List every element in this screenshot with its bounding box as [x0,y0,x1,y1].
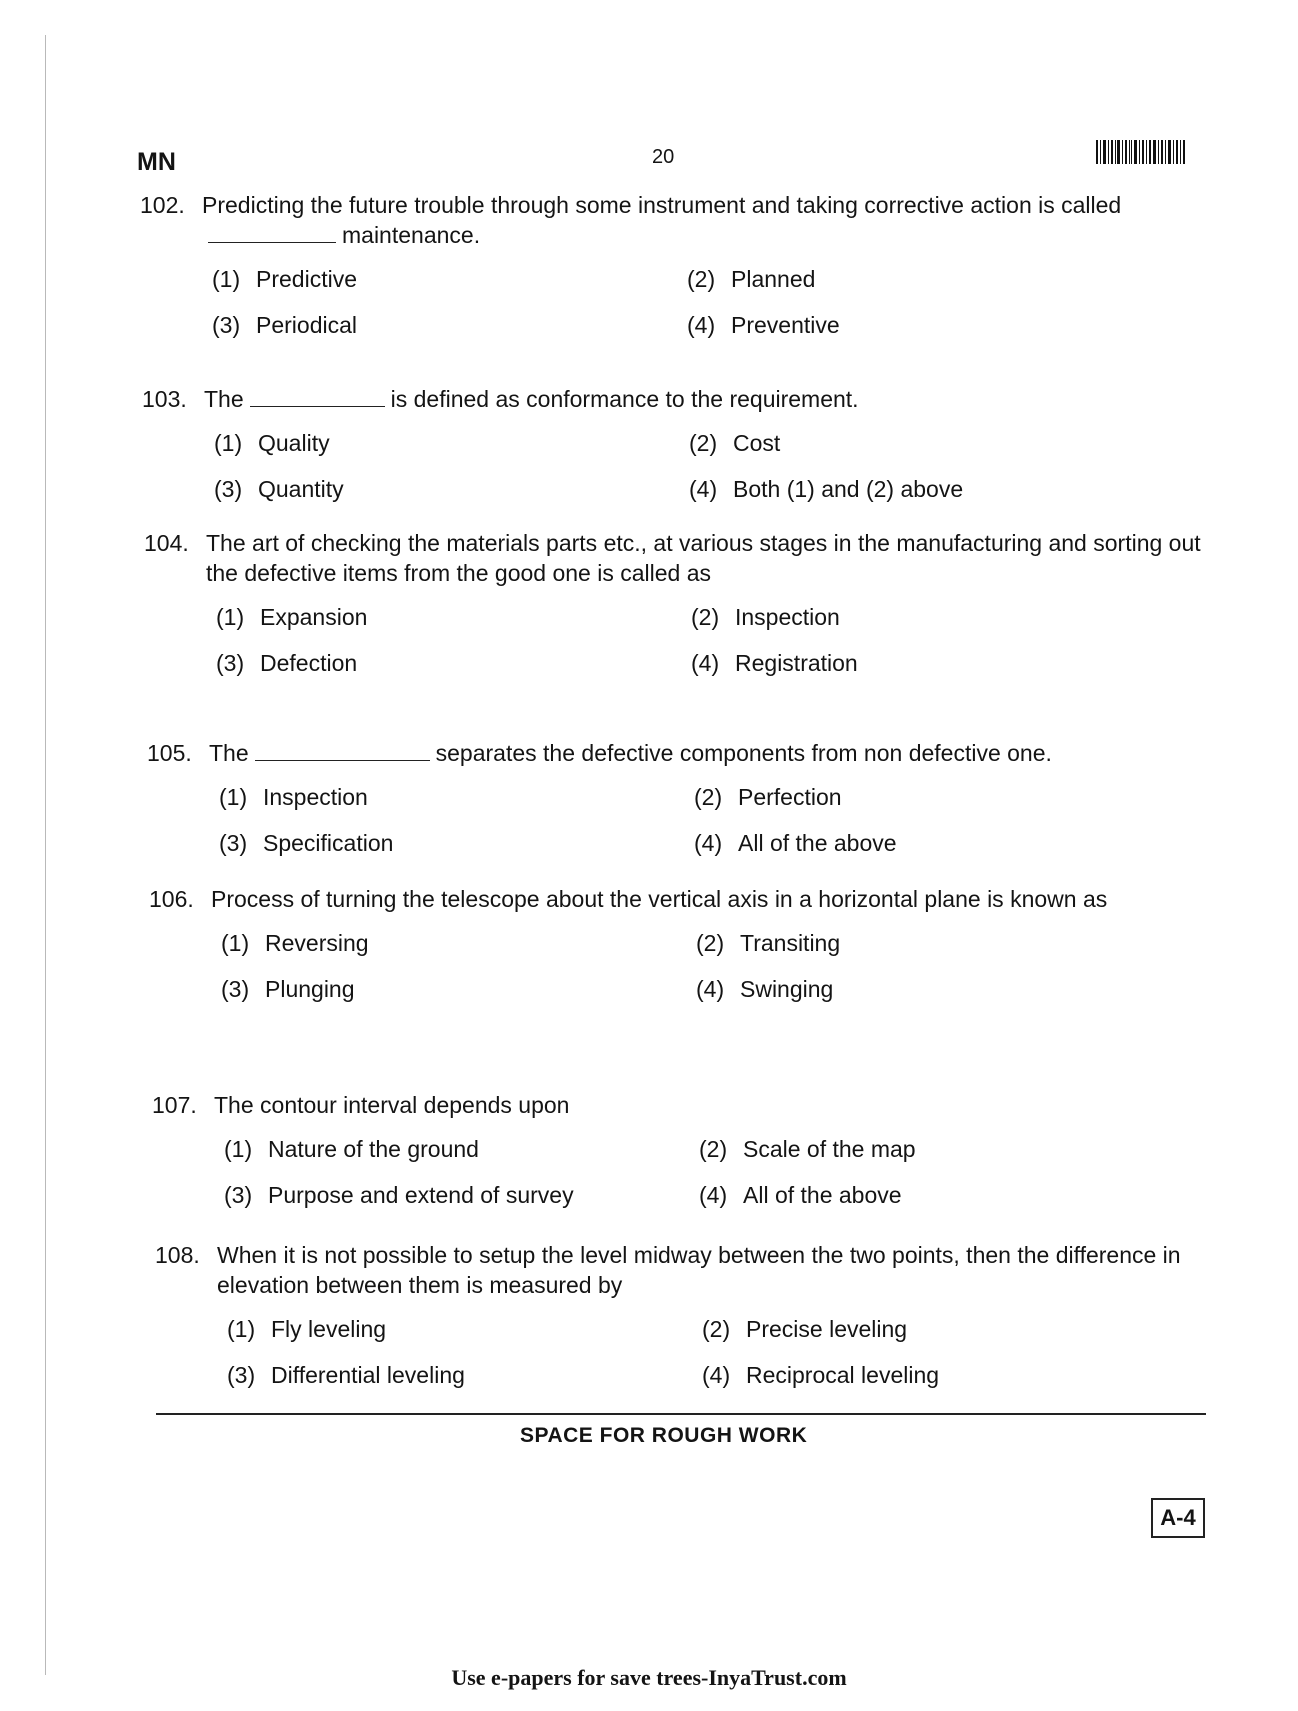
option-3: (3) Plunging [221,976,355,1002]
rough-work-divider [156,1413,1206,1415]
option-1: (1) Expansion [216,604,368,630]
option-3: (3) Differential leveling [227,1362,465,1388]
question-text-after: maintenance. [342,222,481,248]
option-4: (4) Preventive [687,312,840,338]
question-107 [152,1090,1232,1210]
question-text-after: separates the defective components from non defective one. [435,740,1052,766]
question-104 [144,528,1224,678]
question-102 [140,190,1220,340]
question-text: The [209,740,249,766]
option-4: (4) Swinging [696,976,834,1002]
option-4: (4) Reciprocal leveling [702,1362,940,1388]
option-4: (4) Registration [691,650,858,676]
rough-work-label: SPACE FOR ROUGH WORK [520,1424,808,1447]
option-3: (3) Quantity [214,476,344,502]
option-1: (1) Inspection [219,784,368,810]
question-106 [149,884,1229,1004]
answer-blank [250,388,385,407]
option-2: (2) Inspection [691,604,840,630]
page-margin-line [45,35,46,1675]
option-2: (2) Scale of the map [699,1136,916,1162]
option-1: (1) Quality [214,430,330,456]
page-number: 20 [652,146,675,168]
question-number: 105. [147,740,192,766]
answer-blank [208,224,336,243]
question-text: The contour interval depends upon [214,1092,570,1118]
barcode-icon [1096,140,1186,164]
question-number: 106. [149,886,194,912]
question-text: The art of checking the materials parts etc., at various stages in the manufacturing and sorting out the defective items from the good one is called as [206,530,1201,586]
booklet-code-badge: A-4 [1151,1498,1205,1538]
footer-text: Use e-papers for save trees-InyaTrust.com [451,1665,847,1690]
option-2: (2) Planned [687,266,816,292]
option-3: (3) Purpose and extend of survey [224,1182,574,1208]
option-4: (4) All of the above [699,1182,902,1208]
question-103 [142,384,1222,504]
question-text-after: is defined as conformance to the requirement. [390,386,859,412]
option-3: (3) Periodical [212,312,357,338]
question-number: 108. [155,1242,200,1268]
answer-blank [255,742,430,761]
question-number: 103. [142,386,187,412]
option-1: (1) Reversing [221,930,369,956]
question-number: 104. [144,530,189,556]
page-header [0,140,1298,180]
option-2: (2) Cost [689,430,781,456]
question-number: 102. [140,192,185,218]
question-105 [147,738,1227,858]
question-text: Process of turning the telescope about the vertical axis in a horizontal plane is known as [211,886,1108,912]
option-1: (1) Fly leveling [227,1316,387,1342]
option-1: (1) Nature of the ground [224,1136,479,1162]
option-4: (4) Both (1) and (2) above [689,476,964,502]
series-code: MN [137,148,176,176]
option-3: (3) Defection [216,650,358,676]
option-2: (2) Perfection [694,784,842,810]
option-3: (3) Specification [219,830,394,856]
option-2: (2) Precise leveling [702,1316,908,1342]
question-text: The [204,386,244,412]
question-number: 107. [152,1092,197,1118]
option-2: (2) Transiting [696,930,841,956]
question-108 [155,1240,1235,1390]
option-4: (4) All of the above [694,830,897,856]
option-1: (1) Predictive [212,266,357,292]
question-text: Predicting the future trouble through some instrument and taking corrective action is called [202,192,1122,218]
question-text: When it is not possible to setup the level midway between the two points, then the difference in elevation between them is measured by [217,1242,1181,1298]
